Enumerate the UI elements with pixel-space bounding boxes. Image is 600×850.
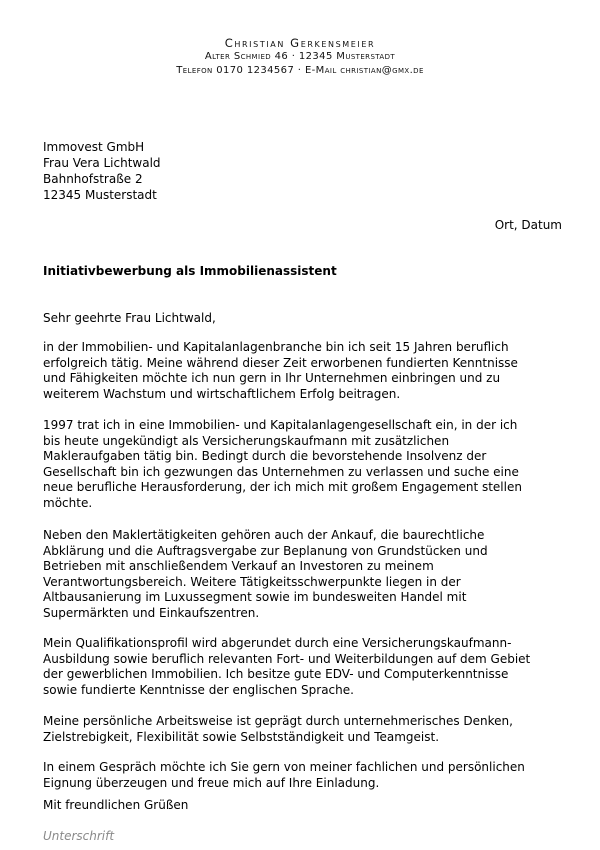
paragraph-line: Betrieben mit anschließendem Verkauf an Investoren zu meinem [43,559,434,573]
paragraph-line: Abklärung und die Auftragsvergabe zur Beplanung von Grundstücken und [43,543,488,558]
body-paragraph-4 [43,636,573,698]
paragraph-line: in der Immobilien- und Kapitalanlagenbranche bin ich seit 15 Jahren beruflich [43,340,509,354]
paragraph-line: Zielstrebigkeit, Flexibilität sowie Selbstständigkeit und Teamgeist. [43,729,440,744]
body-paragraph-2 [43,418,573,511]
recipient-person: Frau Vera Lichtwald [43,156,161,170]
subject-line: Initiativbewerbung als Immobilienassistent [43,264,337,278]
body-paragraph-5 [43,714,573,745]
paragraph-line: Supermärkten und Einkaufszentren. [43,605,260,620]
paragraph-line: Neben den Maklertätigkeiten gehören auch der Ankauf, die baurechtliche [43,528,485,542]
closing-greeting: Mit freundlichen Grüßen [43,798,189,812]
body-paragraph-6 [43,760,573,791]
paragraph-line: Verantwortungsbereich. Weitere Tätigkeitsschwerpunkte liegen in der [43,574,461,589]
paragraph-line: der gewerblichen Immobilien. Ich besitze gute EDV- und Computerkenntnisse [43,667,509,681]
signature-placeholder: Unterschrift [43,829,115,843]
sender-contact: Telefon 0170 1234567 · E-Mail christian@gmx.de [176,65,424,76]
sender-address: Alter Schmied 46 · 12345 Musterstadt [204,51,396,62]
paragraph-line: Mein Qualifikationsprofil wird abgerundet durch eine Versicherungskaufmann- [43,636,512,650]
paragraph-line: sowie fundierte Kenntnisse der englischen Sprache. [43,682,354,697]
paragraph-line: Maklerаufgaben tätig bin. Bedingt durch die bevorstehende Insolvenz der [43,449,487,463]
paragraph-line: Meine persönliche Arbeitsweise ist geprägt durch unternehmerisches Denken, [43,714,513,728]
letterhead [0,36,600,78]
paragraph-line: und Fähigkeiten möchte ich nun gern in Ihr Unternehmen einbringen und zu [43,371,501,385]
paragraph-line: weiterem Wachstum und wirtschaftlichem Erfolg beitragen. [43,386,401,401]
salutation: Sehr geehrte Frau Lichtwald, [43,311,216,325]
paragraph-line: Gesellschaft bin ich gezwungen das Unternehmen zu verlassen und suche eine [43,464,519,479]
paragraph-line: möchte. [43,495,93,510]
recipient-street: Bahnhofstraße 2 [43,172,143,186]
paragraph-line: bis heute ungekündigt als Versicherungskaufmann mit zusätzlichen [43,433,450,448]
paragraph-line: In einem Gespräch möchte ich Sie gern von meiner fachlichen und persönlichen [43,760,525,774]
place-date: Ort, Datum [494,218,562,232]
paragraph-line: 1997 trat ich in eine Immobilien- und Kapitalanlagengesellschaft ein, in der ich [43,418,518,432]
paragraph-line: Altbausanierung im Luxussegment sowie im bundesweiten Handel mit [43,590,467,604]
paragraph-line: Eignung überzeugen und freue mich auf Ihre Einladung. [43,775,380,790]
paragraph-line: neue berufliche Herausforderung, der ich mich mit großem Engagement stellen [43,480,522,494]
paragraph-line: erfolgreich tätig. Meine während dieser Zeit erworbenen fundierten Kenntnisse [43,355,518,370]
recipient-city: 12345 Musterstadt [43,188,157,202]
sender-name: Christian Gerkensmeier [224,36,376,50]
recipient-address [43,139,161,203]
body-paragraph-1 [43,340,573,402]
recipient-company: Immovest GmbH [43,140,145,154]
paragraph-line: Ausbildung sowie beruflich relevanten Fort- und Weiterbildungen auf dem Gebiet [43,651,531,666]
body-paragraph-3 [43,528,573,621]
